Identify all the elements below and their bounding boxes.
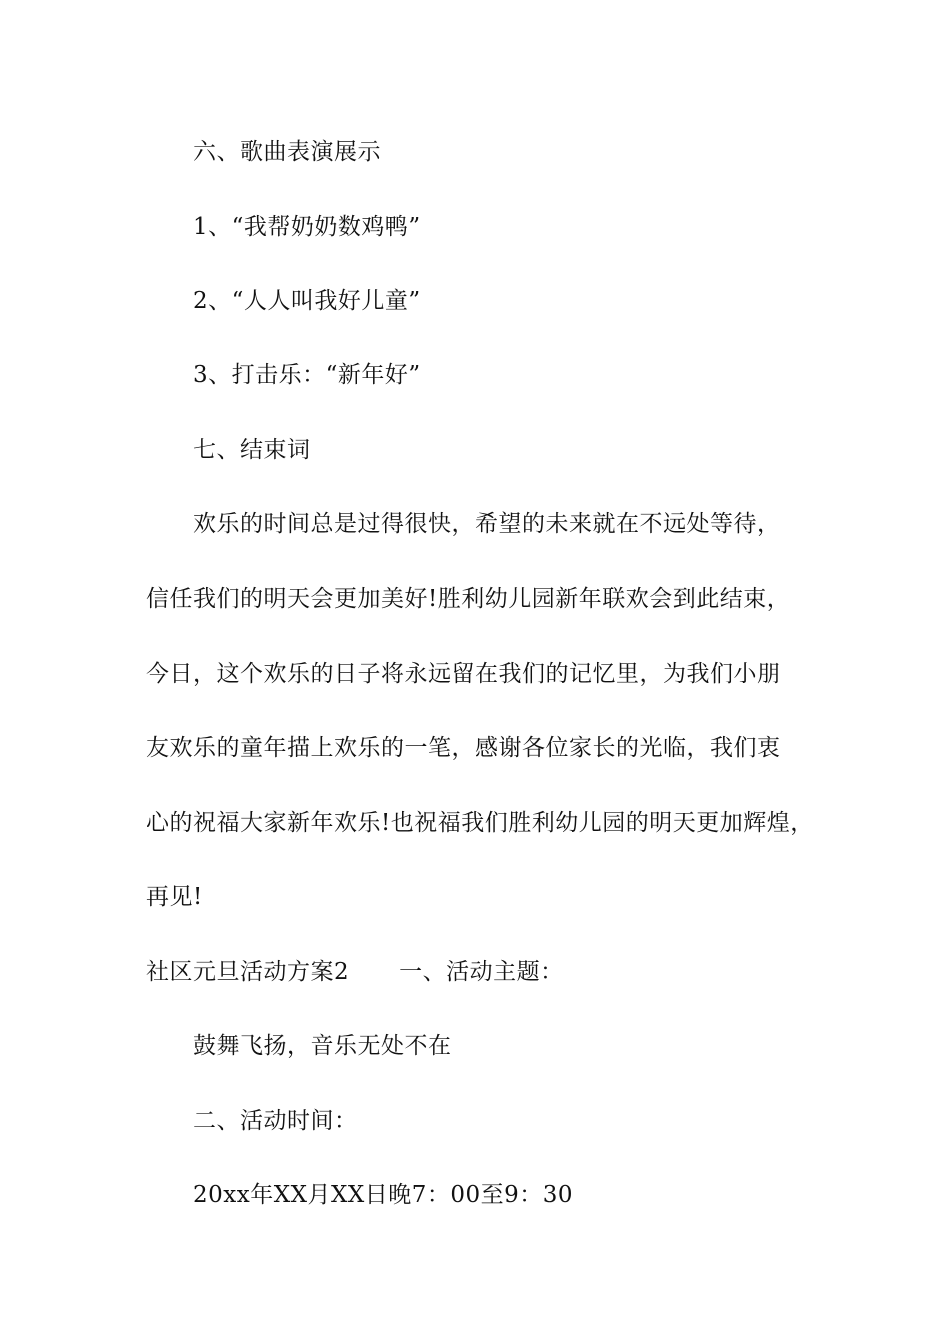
- heading-song-performance: 六、歌曲表演展示: [193, 139, 381, 165]
- paragraph-line-1: 欢乐的时间总是过得很快，希望的未来就在不远处等待，: [193, 511, 781, 537]
- activity-time-text: 20xx年XX月XX日晚7：00至9：30: [193, 1182, 574, 1208]
- list-item-1: 1、“我帮奶奶数鸡鸭”: [193, 214, 421, 240]
- paragraph-line-2: 信任我们的明天会更加美好!胜利幼儿园新年联欢会到此结束，: [146, 586, 791, 612]
- list-item-3: 3、打击乐：“新年好”: [193, 362, 421, 388]
- list-item-2: 2、“人人叫我好儿童”: [193, 288, 421, 314]
- paragraph-line-5: 心的祝福大家新年欢乐!也祝福我们胜利幼儿园的明天更加辉煌，: [146, 810, 814, 836]
- activity-theme-text: 鼓舞飞扬，音乐无处不在: [193, 1033, 452, 1059]
- paragraph-line-6: 再见!: [146, 884, 203, 910]
- section2-title-line: [146, 957, 564, 987]
- heading-activity-time: 二、活动时间：: [193, 1108, 358, 1134]
- heading-activity-theme: 一、活动主题：: [399, 959, 564, 985]
- section2-title: 社区元旦活动方案2: [146, 959, 350, 985]
- paragraph-line-3: 今日，这个欢乐的日子将永远留在我们的记忆里，为我们小朋: [146, 661, 781, 687]
- heading-closing-words: 七、结束词: [193, 437, 311, 463]
- paragraph-line-4: 友欢乐的童年描上欢乐的一笔，感谢各位家长的光临，我们衷: [146, 735, 781, 761]
